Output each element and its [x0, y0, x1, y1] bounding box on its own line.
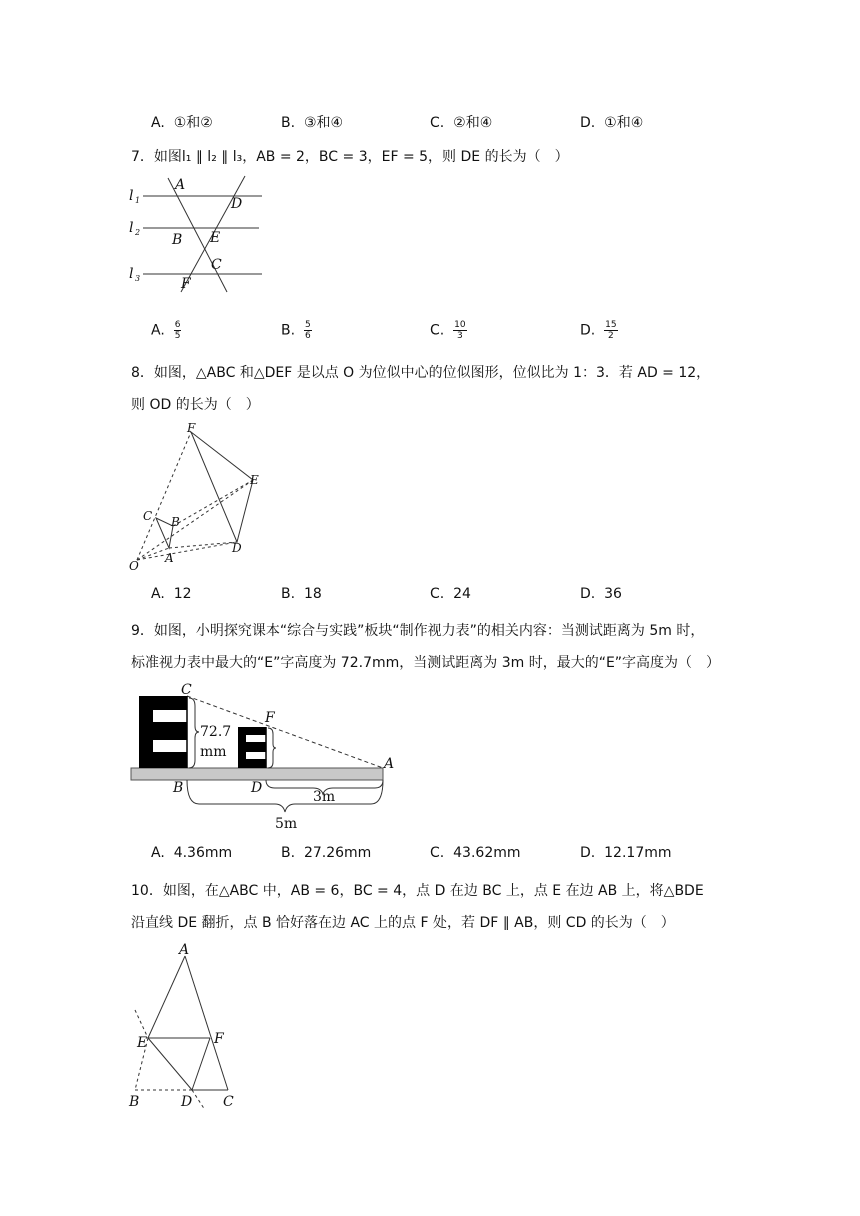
q10-label-a: A [179, 942, 190, 958]
q9-figure [125, 680, 405, 835]
q8-stem-line1: 8．如图，△ABC 和△DEF 是以点 O 为位似中心的位似图形，位似比为 1：3．若 AD = 12， [131, 365, 711, 381]
q8-option-d[interactable]: D. 36 [580, 586, 622, 602]
q8-stem-line2: 则 OD 的长为（ ） [131, 397, 260, 413]
q8-label-f: F [187, 421, 196, 435]
q7-label-d: D [231, 196, 243, 212]
q7-option-d[interactable]: D. $\frac{15}{2}$ [580, 320, 617, 341]
q6-option-b[interactable]: B. ③和④ [281, 115, 344, 131]
q8-figure [125, 420, 275, 580]
q10-label-e: E [137, 1035, 148, 1051]
q9-label-b: B [173, 780, 184, 796]
q7-label-l2-sub: 2 [135, 228, 141, 237]
q8-label-e: E [250, 473, 259, 487]
q7-label-l2: l [129, 220, 134, 236]
q9-option-c[interactable]: C. 43.62mm [430, 845, 521, 861]
q8-label-o: O [129, 559, 139, 573]
q9-label-c: C [181, 682, 192, 698]
q7-figure [125, 170, 265, 295]
q10-label-d: D [181, 1094, 193, 1110]
q7-label-l1: l [129, 188, 134, 204]
q9-distance-3m: 3m [313, 789, 336, 805]
q7-label-l3-sub: 3 [135, 274, 141, 283]
q9-label-d: D [251, 780, 263, 796]
q6-option-d[interactable]: D. ①和④ [580, 115, 644, 131]
q10-figure [125, 940, 255, 1110]
q9-stem-line2: 标准视力表中最大的“E”字高度为 72.7mm，当测试距离为 3m 时，最大的“E”字高度为（ ） [131, 655, 721, 671]
q7-option-b[interactable]: B. $\frac{5}{6}$ [281, 320, 311, 341]
q10-label-c: C [223, 1094, 234, 1110]
q8-option-a[interactable]: A. 12 [151, 586, 192, 602]
q9-label-a: A [384, 756, 395, 772]
q7-option-c[interactable]: C. $\frac{10}{3}$ [430, 320, 466, 341]
q7-label-l3: l [129, 266, 134, 282]
q7-label-b: B [172, 232, 183, 248]
q9-distance-5m: 5m [275, 816, 298, 832]
q9-height-unit: mm [200, 744, 227, 760]
q10-label-b: B [129, 1094, 140, 1110]
q8-label-b: B [171, 515, 180, 529]
q7-label-f: F [181, 276, 191, 292]
q6-option-c[interactable]: C. ②和④ [430, 115, 493, 131]
q7-label-e: E [210, 230, 221, 246]
q8-label-d: D [232, 541, 242, 555]
q9-height-value: 72.7 [200, 724, 232, 740]
q6-option-a[interactable]: A. ①和② [151, 115, 213, 131]
q9-stem-line1: 9．如图，小明探究课本“综合与实践”板块“制作视力表”的相关内容：当测试距离为 5m 时， [131, 623, 705, 639]
q10-label-f: F [214, 1031, 224, 1047]
q9-option-d[interactable]: D. 12.17mm [580, 845, 672, 861]
q9-option-a[interactable]: A. 4.36mm [151, 845, 233, 861]
q7-option-a[interactable]: A. $\frac{6}{5}$ [151, 320, 181, 341]
q8-option-b[interactable]: B. 18 [281, 586, 322, 602]
q7-label-c: C [211, 257, 222, 273]
q8-label-a: A [165, 551, 174, 565]
q7-label-l1-sub: 1 [135, 196, 141, 205]
q7-stem: 7．如图l₁ ∥ l₂ ∥ l₃，AB = 2，BC = 3，EF = 5，则 DE 的长为（ ） [131, 149, 569, 165]
q9-label-f: F [265, 710, 275, 726]
q7-label-a: A [175, 177, 186, 193]
q9-option-b[interactable]: B. 27.26mm [281, 845, 372, 861]
q8-option-c[interactable]: C. 24 [430, 586, 471, 602]
q10-stem-line2: 沿直线 DE 翻折，点 B 恰好落在边 AC 上的点 F 处，若 DF ∥ AB，则 CD 的长为（ ） [131, 915, 675, 931]
q10-stem-line1: 10．如图，在△ABC 中，AB = 6，BC = 4，点 D 在边 BC 上，点 E 在边 AB 上，将△BDE [131, 883, 704, 899]
q8-label-c: C [143, 509, 153, 523]
